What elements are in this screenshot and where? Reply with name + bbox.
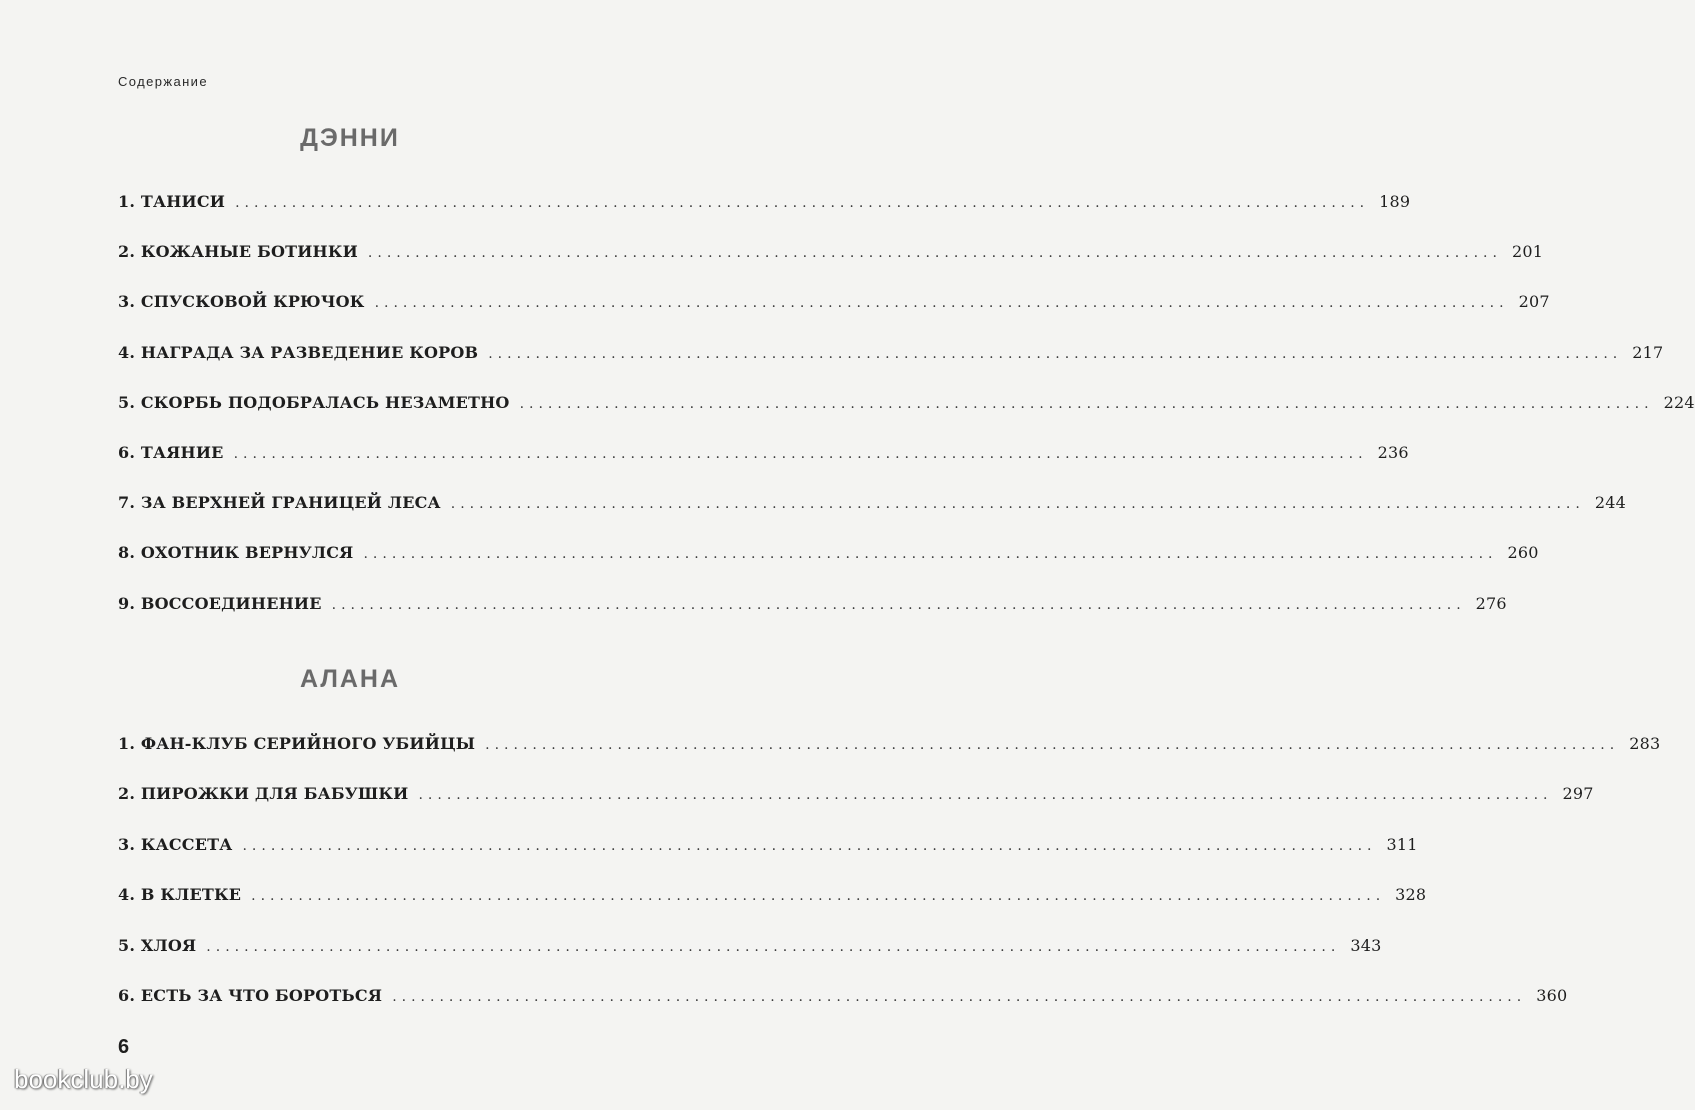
toc-entry-title: 4. В КЛЕТКЕ [118,885,242,905]
toc-entry [118,543,1539,565]
toc-entry-title: 5. ХЛОЯ [118,935,197,955]
dot-leader: ........................................................................................................................ [331,596,1466,613]
toc-entry-title: 3. СПУСКОВОЙ КРЮЧОК [118,292,365,312]
dot-leader: ........................................................................................................................ [251,888,1386,905]
toc-entry-page: 328 [1395,885,1427,905]
toc-entry [118,242,1544,264]
toc-entry [118,342,1664,365]
toc-entry [118,986,1568,1008]
toc-entry [118,192,1411,214]
toc-entry-title: 2. КОЖАНЫЕ БОТИНКИ [118,242,358,262]
section-title-denny: ДЭННИ [300,124,400,152]
toc-entry [118,392,1695,415]
toc-entry-title: 3. КАССЕТА [118,834,233,854]
dot-leader: ........................................................................................................................ [418,787,1553,804]
dot-leader: ........................................................................................................................ [392,989,1527,1005]
toc-entry-title: 8. ОХОТНИК ВЕРНУЛСЯ [118,543,354,563]
dot-leader: ........................................................................................................................ [206,938,1341,955]
toc-entry-title: 5. СКОРБЬ ПОДОБРАЛАСЬ НЕЗАМЕТНО [118,392,510,412]
watermark: bookclub.by [14,1064,153,1094]
toc-entry-page: 189 [1379,192,1411,211]
toc-entry-page: 236 [1377,443,1409,462]
toc-entry-page: 201 [1511,242,1544,262]
toc-entry [118,885,1427,907]
dot-leader: ........................................................................................................................ [519,395,1654,412]
running-head: Содержание [118,74,208,89]
dot-leader: ........................................................................................................................ [367,245,1502,262]
page-number: 6 [118,1036,130,1058]
dot-leader: ........................................................................................................................ [485,737,1620,753]
toc-entry-title: 6. ТАЯНИЕ [118,443,224,462]
toc-entry-page: 207 [1518,292,1550,312]
dot-leader: ........................................................................................................................ [488,345,1623,362]
section-title-alana: АЛАНА [299,665,401,693]
toc-entry-page: 276 [1475,593,1507,613]
toc-entry [118,784,1594,806]
toc-entry-page: 244 [1594,493,1626,513]
toc-entry [118,593,1507,616]
toc-entry-page: 217 [1632,342,1664,362]
dot-leader: ........................................................................................................................ [242,837,1377,854]
toc-entry-page: 343 [1350,935,1382,955]
toc-entry [118,443,1409,465]
toc-entry [118,493,1626,515]
toc-entry-title: 7. ЗА ВЕРХНЕЙ ГРАНИЦЕЙ ЛЕСА [118,493,441,513]
toc-entry-title: 9. ВОССОЕДИНЕНИЕ [118,593,322,613]
toc-entry-page: 311 [1386,834,1418,854]
toc-entry-page: 297 [1562,784,1594,804]
toc-entry-page: 260 [1507,543,1539,563]
toc-entry-page: 283 [1629,734,1661,753]
toc-entry-page: 224 [1663,392,1695,412]
toc-entry-title: 2. ПИРОЖКИ ДЛЯ БАБУШКИ [118,784,409,804]
dot-leader: ........................................................................................................................ [235,195,1370,211]
toc-entry-title: 1. ФАН-КЛУБ СЕРИЙНОГО УБИЙЦЫ [118,734,476,753]
dot-leader: ........................................................................................................................ [450,496,1585,513]
dot-leader: ........................................................................................................................ [233,446,1368,462]
toc-entry [118,935,1382,958]
toc-entry-title: 1. ТАНИСИ [118,192,226,211]
toc-entry-title: 4. НАГРАДА ЗА РАЗВЕДЕНИЕ КОРОВ [118,342,479,362]
dot-leader: ........................................................................................................................ [374,295,1509,312]
toc-entry-page: 360 [1536,986,1568,1005]
toc-entry [118,734,1661,756]
toc-entry-title: 6. ЕСТЬ ЗА ЧТО БОРОТЬСЯ [118,986,383,1005]
dot-leader: ........................................................................................................................ [363,546,1498,563]
toc-entry [118,834,1418,857]
toc-entry [118,292,1550,314]
